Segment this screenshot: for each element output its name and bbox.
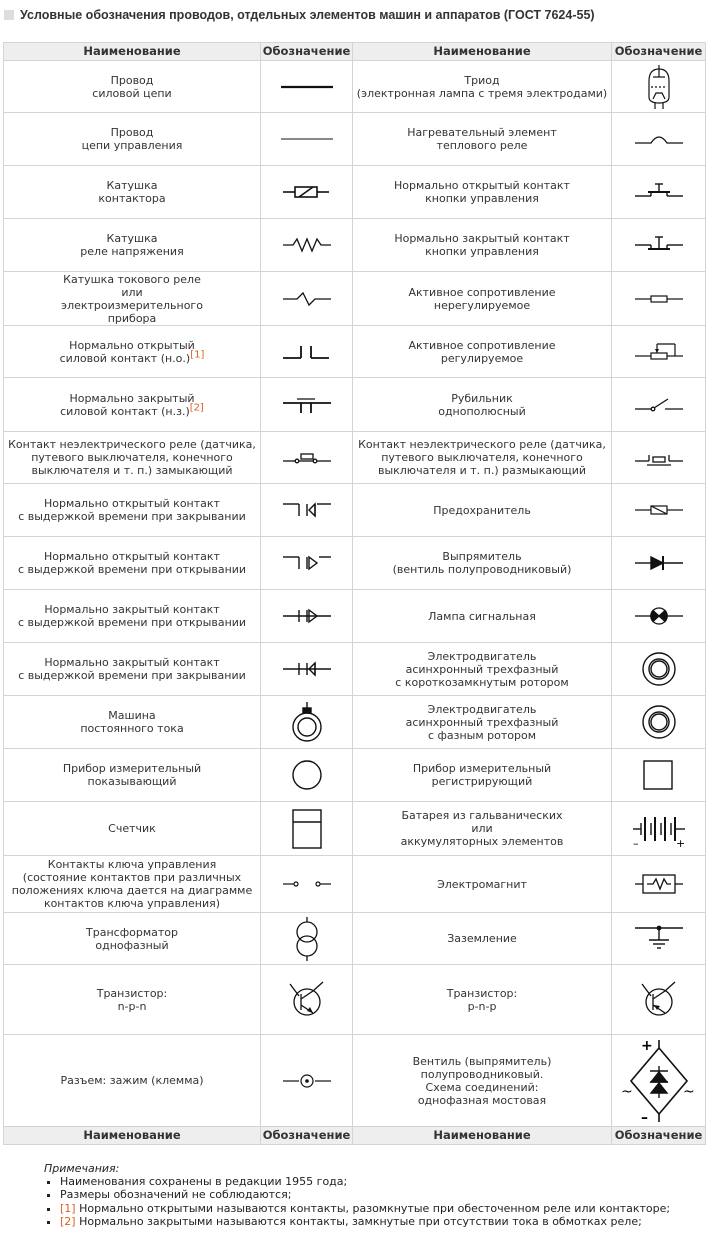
table-row	[4, 965, 706, 1035]
timed-nc-open-symbol	[261, 590, 353, 643]
table-row	[4, 590, 706, 643]
notes-list	[44, 1175, 670, 1228]
bridge-minus-sign: –	[640, 1109, 648, 1124]
name-cell-right	[353, 643, 612, 696]
power-no-contact-symbol	[261, 326, 353, 378]
table-row	[4, 913, 706, 965]
name-text: Электродвигатель асинхронный трехфазный с фазным ротором	[405, 702, 559, 742]
name-cell-left	[4, 856, 261, 913]
table-row	[4, 537, 706, 590]
note-item	[60, 1215, 670, 1228]
ground-symbol	[612, 913, 706, 965]
table-row	[4, 326, 706, 378]
header-name-left: Наименование	[4, 43, 261, 61]
name-text: Провод силовой цепи	[92, 73, 172, 100]
name-text: Нормально открытый силовой контакт (н.о.)	[59, 338, 195, 365]
variable-resistor-symbol	[612, 326, 706, 378]
name-text: Нормально закрытый контакт кнопки управления	[394, 232, 570, 258]
bridge-plus-sign: +	[640, 1037, 653, 1054]
name-cell-left	[4, 484, 261, 537]
sensor-no-contact-symbol	[261, 432, 353, 484]
name-text: Контакт неэлектрического реле (датчика, путевого выключателя, конечного выключателя и т. п.) размыкающий	[358, 438, 606, 477]
dc-machine-symbol	[261, 696, 353, 749]
name-cell-left	[4, 326, 261, 378]
name-cell-right	[353, 696, 612, 749]
name-text: Нагревательный элемент теплового реле	[407, 126, 557, 152]
name-text: Нормально закрытый силовой контакт (н.з.)	[60, 391, 195, 418]
table-row	[4, 643, 706, 696]
voltage-coil-symbol	[261, 219, 353, 272]
name-cell-left	[4, 61, 261, 113]
name-text: Катушка реле напряжения	[80, 232, 184, 258]
page-title	[4, 4, 595, 26]
name-cell-left	[4, 696, 261, 749]
diode-symbol	[612, 537, 706, 590]
bridge-rectifier-symbol	[612, 1035, 706, 1127]
note-text: Нормально открытыми называются контакты, разомкнутые при обесточенном реле или контакторе;	[75, 1201, 671, 1215]
name-cell-left	[4, 219, 261, 272]
heater-symbol	[612, 113, 706, 166]
note-ref-link[interactable]: [2]	[60, 1214, 76, 1228]
name-cell-right	[353, 61, 612, 113]
name-text: Провод цепи управления	[81, 126, 183, 152]
power-nc-contact-symbol	[261, 378, 353, 432]
knife-switch-symbol	[612, 378, 706, 432]
header-symbol-left: Обозначение	[261, 43, 353, 61]
table-row	[4, 166, 706, 219]
name-cell-right	[353, 802, 612, 856]
footer-name-right: Наименование	[353, 1127, 612, 1145]
name-text: Транзистор: p-n-p	[446, 986, 518, 1013]
name-text: Выпрямитель (вентиль полупроводниковый)	[392, 550, 572, 576]
name-cell-right	[353, 537, 612, 590]
name-text: Нормально закрытый контакт с выдержкой времени при закрывании	[18, 656, 246, 682]
name-cell-right	[353, 432, 612, 484]
table-row	[4, 802, 706, 856]
name-cell-right	[353, 856, 612, 913]
name-cell-right	[353, 113, 612, 166]
footnote-ref-link[interactable]: [1]	[190, 348, 205, 360]
name-text: Контакт неэлектрического реле (датчика, путевого выключателя, конечного выключателя и т. п.) замыкающий	[8, 438, 256, 477]
name-text: Предохранитель	[433, 503, 531, 517]
footer-name-left: Наименование	[4, 1127, 261, 1145]
name-cell-left	[4, 590, 261, 643]
name-text: Катушка контактора	[98, 179, 166, 205]
control-key-symbol	[261, 856, 353, 913]
table-row	[4, 61, 706, 113]
name-text: Нормально открытый контакт кнопки управления	[394, 179, 570, 205]
name-text: Счетчик	[108, 822, 156, 835]
symbols-table	[3, 42, 706, 1145]
name-text: Контакты ключа управления (состояние контактов при различных положениях ключа дается на диаграмме контактов ключа управления)	[11, 858, 253, 910]
note-text: Нормально закрытыми называются контакты, замкнутые при отсутствии тока в обмотках реле;	[75, 1214, 642, 1228]
title-bullet	[4, 10, 14, 20]
table-row	[4, 272, 706, 326]
timed-no-open-symbol	[261, 537, 353, 590]
name-text: Нормально открытый контакт с выдержкой времени при открывании	[17, 550, 247, 576]
name-text: Триод (электронная лампа с тремя электродами)	[356, 73, 608, 100]
name-cell-right	[353, 219, 612, 272]
footnote-ref-link[interactable]: [2]	[189, 401, 204, 413]
name-cell-right	[353, 484, 612, 537]
current-coil-symbol	[261, 272, 353, 326]
header-symbol-right: Обозначение	[612, 43, 706, 61]
name-cell-left	[4, 432, 261, 484]
name-cell-right	[353, 378, 612, 432]
table-row	[4, 1035, 706, 1127]
table-row	[4, 749, 706, 802]
name-text: Батарея из гальванических или аккумуляторных элементов	[400, 809, 564, 848]
name-text: Прибор измерительный показывающий	[62, 762, 202, 788]
name-text: Активное сопротивление регулируемое	[408, 338, 556, 365]
pnp-transistor-symbol	[612, 965, 706, 1035]
name-cell-right	[353, 913, 612, 965]
name-cell-right	[353, 1035, 612, 1127]
name-text: Рубильник однополюсный	[438, 391, 526, 418]
name-cell-right	[353, 326, 612, 378]
battery-minus-sign: –	[632, 836, 638, 849]
note-item	[60, 1188, 670, 1201]
table-row	[4, 113, 706, 166]
bridge-ac-left: ~	[620, 1083, 633, 1100]
resistor-symbol	[612, 272, 706, 326]
name-text: Катушка токового реле или электроизмерительного прибора	[61, 272, 203, 325]
recording-meter-symbol	[612, 749, 706, 802]
name-cell-left	[4, 1035, 261, 1127]
name-cell-left	[4, 537, 261, 590]
name-text: Прибор измерительный регистрирующий	[412, 762, 552, 788]
name-cell-left	[4, 378, 261, 432]
footer-row	[4, 1127, 706, 1145]
page-title-text: Условные обозначения проводов, отдельных элементов машин и аппаратов (ГОСТ 7624-55)	[20, 8, 595, 22]
table-row	[4, 856, 706, 913]
note-ref-link[interactable]: [1]	[60, 1201, 76, 1215]
footer-symbol-left: Обозначение	[261, 1127, 353, 1145]
battery-symbol	[612, 802, 706, 856]
name-text: Вентиль (выпрямитель) полупроводниковый. Схема соединений: однофазная мостовая	[412, 1054, 552, 1107]
name-text: Заземление	[447, 932, 517, 945]
triode-symbol	[612, 61, 706, 113]
note-text: Размеры обозначений не соблюдаются;	[60, 1188, 292, 1202]
footer-symbol-right: Обозначение	[612, 1127, 706, 1145]
battery-plus-sign: +	[675, 836, 685, 849]
header-row	[4, 43, 706, 61]
electromagnet-symbol	[612, 856, 706, 913]
npn-transistor-symbol	[261, 965, 353, 1035]
contactor-coil-symbol	[261, 166, 353, 219]
name-cell-left	[4, 113, 261, 166]
button-nc-symbol	[612, 219, 706, 272]
timed-no-close-symbol	[261, 484, 353, 537]
name-cell-left	[4, 802, 261, 856]
timed-nc-close-symbol	[261, 643, 353, 696]
name-cell-right	[353, 166, 612, 219]
name-text: Машина постоянного тока	[80, 709, 184, 735]
name-cell-left	[4, 965, 261, 1035]
fuse-symbol	[612, 484, 706, 537]
name-text: Трансформатор однофазный	[86, 925, 178, 952]
name-cell-left	[4, 272, 261, 326]
table-row	[4, 432, 706, 484]
button-no-symbol	[612, 166, 706, 219]
sensor-nc-contact-symbol	[612, 432, 706, 484]
name-cell-right	[353, 272, 612, 326]
note-item	[60, 1175, 670, 1188]
notes-title: Примечания:	[44, 1162, 120, 1175]
name-cell-right	[353, 590, 612, 643]
signal-lamp-symbol	[612, 590, 706, 643]
name-cell-right	[353, 965, 612, 1035]
name-cell-left	[4, 913, 261, 965]
note-item	[60, 1202, 670, 1215]
note-text: Наименования сохранены в редакции 1955 года;	[60, 1175, 348, 1189]
name-text: Нормально закрытый контакт с выдержкой времени при открывании	[17, 603, 247, 629]
name-cell-left	[4, 749, 261, 802]
table-row	[4, 219, 706, 272]
header-name-right: Наименование	[353, 43, 612, 61]
name-text: Транзистор: n-p-n	[96, 986, 168, 1013]
name-text: Разъем: зажим (клемма)	[60, 1074, 204, 1087]
name-text: Активное сопротивление нерегулируемое	[408, 285, 556, 312]
name-cell-left	[4, 166, 261, 219]
name-cell-right	[353, 749, 612, 802]
name-cell-left	[4, 643, 261, 696]
name-text: Нормально открытый контакт с выдержкой времени при закрывании	[18, 497, 246, 523]
wound-rotor-motor-symbol	[612, 696, 706, 749]
squirrel-cage-motor-symbol	[612, 643, 706, 696]
name-text: Электромагнит	[437, 877, 527, 891]
counter-symbol	[261, 802, 353, 856]
table-row	[4, 378, 706, 432]
table-row	[4, 484, 706, 537]
name-text: Лампа сигнальная	[428, 609, 536, 623]
indicating-meter-symbol	[261, 749, 353, 802]
transformer-symbol	[261, 913, 353, 965]
notes-block	[44, 1162, 670, 1228]
thin-line-symbol	[261, 113, 353, 166]
thick-line-symbol	[261, 61, 353, 113]
bridge-ac-right: ~	[682, 1083, 695, 1100]
terminal-symbol	[261, 1035, 353, 1127]
table-row	[4, 696, 706, 749]
name-text: Электродвигатель асинхронный трехфазный с короткозамкнутым ротором	[395, 649, 569, 689]
